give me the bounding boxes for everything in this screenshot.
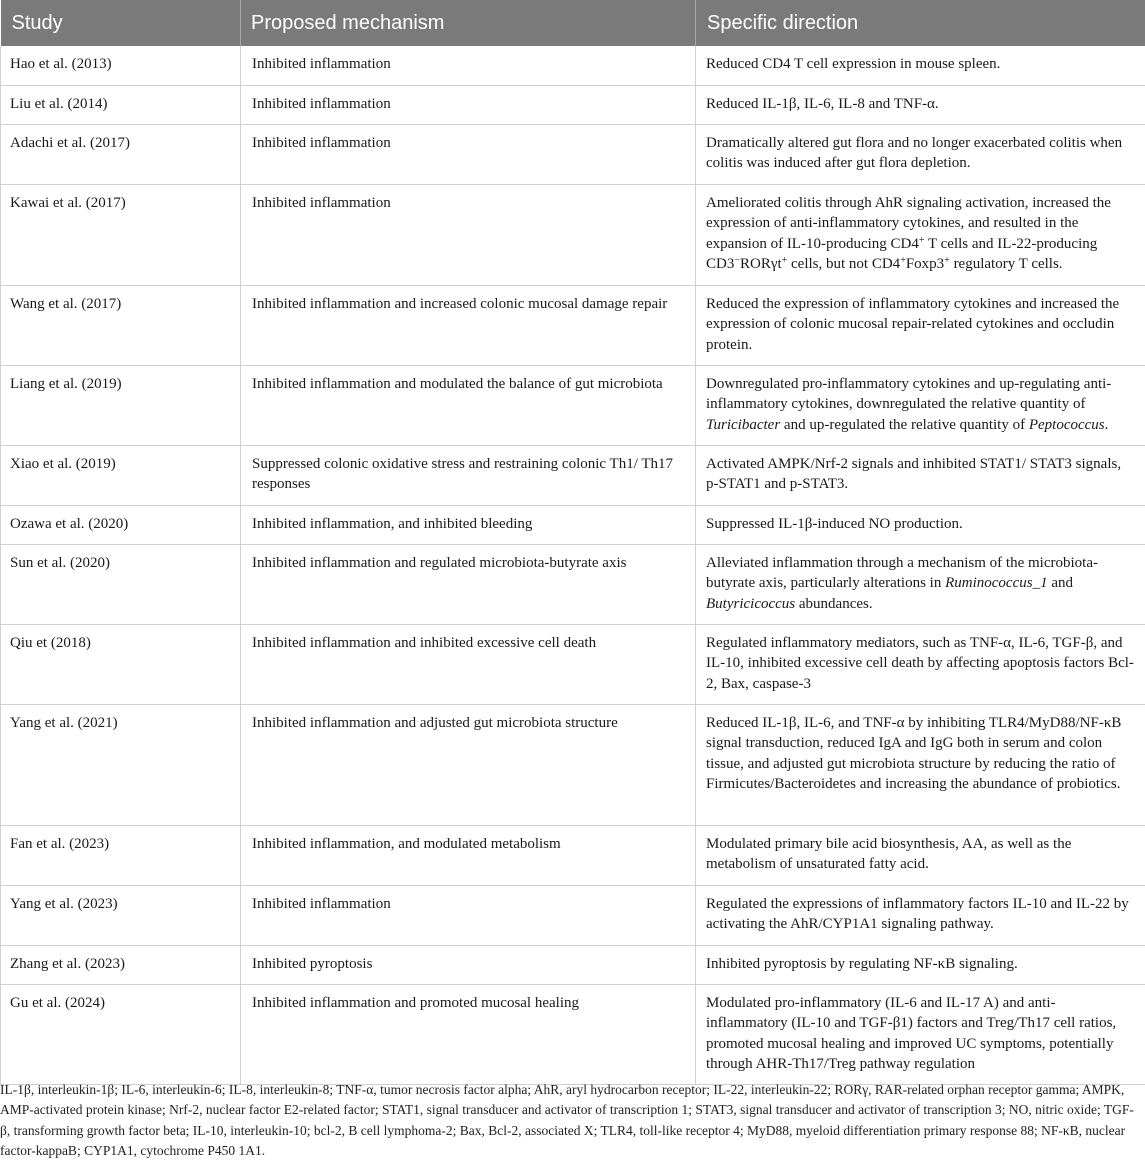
direction-cell: Dramatically altered gut flora and no longer exacerbated colitis when colitis was induced after gut flora depletion. xyxy=(696,124,1145,184)
direction-cell: Activated AMPK/Nrf-2 signals and inhibited STAT1/ STAT3 signals, p-STAT1 and p-STAT3. xyxy=(696,445,1145,505)
study-cell: Liang et al. (2019) xyxy=(1,365,241,445)
direction-cell: Reduced IL-1β, IL-6, and TNF-α by inhibiting TLR4/MyD88/NF-κB signal transduction, reduced IgA and IgG both in serum and colon tissue, and adjusted gut microbiota structure by reducing the ratio of Firmicutes/Bacteroidetes and increasing the abundance of probiotics. xyxy=(696,704,1145,825)
study-cell: Kawai et al. (2017) xyxy=(1,184,241,285)
study-cell: Xiao et al. (2019) xyxy=(1,445,241,505)
study-cell: Wang et al. (2017) xyxy=(1,285,241,365)
mechanism-cell: Inhibited inflammation and modulated the balance of gut microbiota xyxy=(241,365,696,445)
table-row xyxy=(1,285,1145,365)
table-row xyxy=(1,365,1145,445)
study-cell: Gu et al. (2024) xyxy=(1,984,241,1084)
study-cell: Sun et al. (2020) xyxy=(1,544,241,624)
mechanism-cell: Inhibited inflammation xyxy=(241,184,696,285)
table-row xyxy=(1,825,1145,885)
table-row xyxy=(1,505,1145,544)
direction-cell: Downregulated pro-inflammatory cytokines and up-regulating anti-inflammatory cytokines, downregulated the relative quantity of Turicibacter and up-regulated the relative quantity of Peptococcus. xyxy=(696,365,1145,445)
study-cell: Yang et al. (2021) xyxy=(1,704,241,825)
mechanism-cell: Inhibited inflammation xyxy=(241,46,696,85)
study-cell: Adachi et al. (2017) xyxy=(1,124,241,184)
direction-cell: Regulated the expressions of inflammatory factors IL-10 and IL-22 by activating the AhR/CYP1A1 signaling pathway. xyxy=(696,885,1145,945)
table-footnote xyxy=(0,1080,1140,1162)
table-row xyxy=(1,85,1145,124)
direction-cell: Reduced the expression of inflammatory cytokines and increased the expression of colonic mucosal repair-related cytokines and occludin protein. xyxy=(696,285,1145,365)
table-header xyxy=(1,0,1145,46)
direction-cell: Reduced CD4 T cell expression in mouse spleen. xyxy=(696,46,1145,85)
direction-cell: Suppressed IL-1β-induced NO production. xyxy=(696,505,1145,544)
mechanism-cell: Inhibited inflammation and increased colonic mucosal damage repair xyxy=(241,285,696,365)
study-cell: Hao et al. (2013) xyxy=(1,46,241,85)
table-row xyxy=(1,124,1145,184)
direction-cell: Reduced IL-1β, IL-6, IL-8 and TNF-α. xyxy=(696,85,1145,124)
direction-cell: Regulated inflammatory mediators, such as TNF-α, IL-6, TGF-β, and IL-10, inhibited excessive cell death by affecting apoptosis factors Bcl-2, Bax, caspase-3 xyxy=(696,624,1145,704)
mechanism-cell: Inhibited inflammation and adjusted gut microbiota structure xyxy=(241,704,696,825)
table-row xyxy=(1,945,1145,984)
mechanism-cell: Inhibited inflammation xyxy=(241,885,696,945)
mechanism-cell: Inhibited inflammation, and inhibited bleeding xyxy=(241,505,696,544)
table-row xyxy=(1,624,1145,704)
study-cell: Zhang et al. (2023) xyxy=(1,945,241,984)
mechanism-cell: Inhibited inflammation, and modulated metabolism xyxy=(241,825,696,885)
direction-cell: Inhibited pyroptosis by regulating NF-κB signaling. xyxy=(696,945,1145,984)
mechanism-cell: Inhibited inflammation xyxy=(241,124,696,184)
header-direction: Specific direction xyxy=(696,0,1145,46)
mechanism-cell: Inhibited pyroptosis xyxy=(241,945,696,984)
abbreviations-note: IL-1β, interleukin-1β; IL-6, interleukin-6; IL-8, interleukin-8; TNF-α, tumor necrosis factor alpha; AhR, aryl hydrocarbon receptor; IL-22, interleukin-22; RORγ, RAR-related orphan receptor gamma; AMPK, AMP-activated protein kinase; Nrf-2, nuclear factor E2-related factor; STAT1, signal transducer and activator of transcription 1; STAT3, signal transducer and activator of transcription 3; NO, nitric oxide; TGF-β, transforming growth factor beta; IL-10, interleukin-10; bcl-2, B cell lymphoma-2; Bax, Bcl-2, associated X; TLR4, toll-like receptor 4; MyD88, myeloid differentiation primary response 88; NF-κB, nuclear factor-kappaB; CYP1A1, cytochrome P450 1A1. xyxy=(0,1082,1134,1159)
table-row xyxy=(1,885,1145,945)
table-row xyxy=(1,184,1145,285)
direction-cell: Alleviated inflammation through a mechanism of the microbiota-butyrate axis, particularly alterations in Ruminococcus_1 and Butyricicoccus abundances. xyxy=(696,544,1145,624)
study-cell: Fan et al. (2023) xyxy=(1,825,241,885)
header-mechanism: Proposed mechanism xyxy=(241,0,696,46)
mechanism-cell: Inhibited inflammation and regulated microbiota-butyrate axis xyxy=(241,544,696,624)
mechanism-cell: Suppressed colonic oxidative stress and restraining colonic Th1/ Th17 responses xyxy=(241,445,696,505)
study-cell: Liu et al. (2014) xyxy=(1,85,241,124)
study-cell: Yang et al. (2023) xyxy=(1,885,241,945)
direction-cell: Modulated pro-inflammatory (IL-6 and IL-17 A) and anti-inflammatory (IL-10 and TGF-β1) factors and Treg/Th17 cell ratios, promoted mucosal healing and improved UC symptoms, potentially through AHR-Th17/Treg pathway regulation xyxy=(696,984,1145,1084)
direction-cell: Modulated primary bile acid biosynthesis, AA, as well as the metabolism of unsaturated fatty acid. xyxy=(696,825,1145,885)
table-row xyxy=(1,445,1145,505)
header-study: Study xyxy=(1,0,241,46)
direction-cell: Ameliorated colitis through AhR signaling activation, increased the expression of anti-inflammatory cytokines, and resulted in the expansion of IL-10-producing CD4+ T cells and IL-22-producing CD3−RORγt+ cells, but not CD4+Foxp3+ regulatory T cells. xyxy=(696,184,1145,285)
study-cell: Qiu et (2018) xyxy=(1,624,241,704)
table-row xyxy=(1,46,1145,85)
table-row xyxy=(1,984,1145,1084)
mechanism-cell: Inhibited inflammation and promoted mucosal healing xyxy=(241,984,696,1084)
study-cell: Ozawa et al. (2020) xyxy=(1,505,241,544)
table-row xyxy=(1,544,1145,624)
mechanism-cell: Inhibited inflammation xyxy=(241,85,696,124)
mechanism-cell: Inhibited inflammation and inhibited excessive cell death xyxy=(241,624,696,704)
table-row xyxy=(1,704,1145,825)
